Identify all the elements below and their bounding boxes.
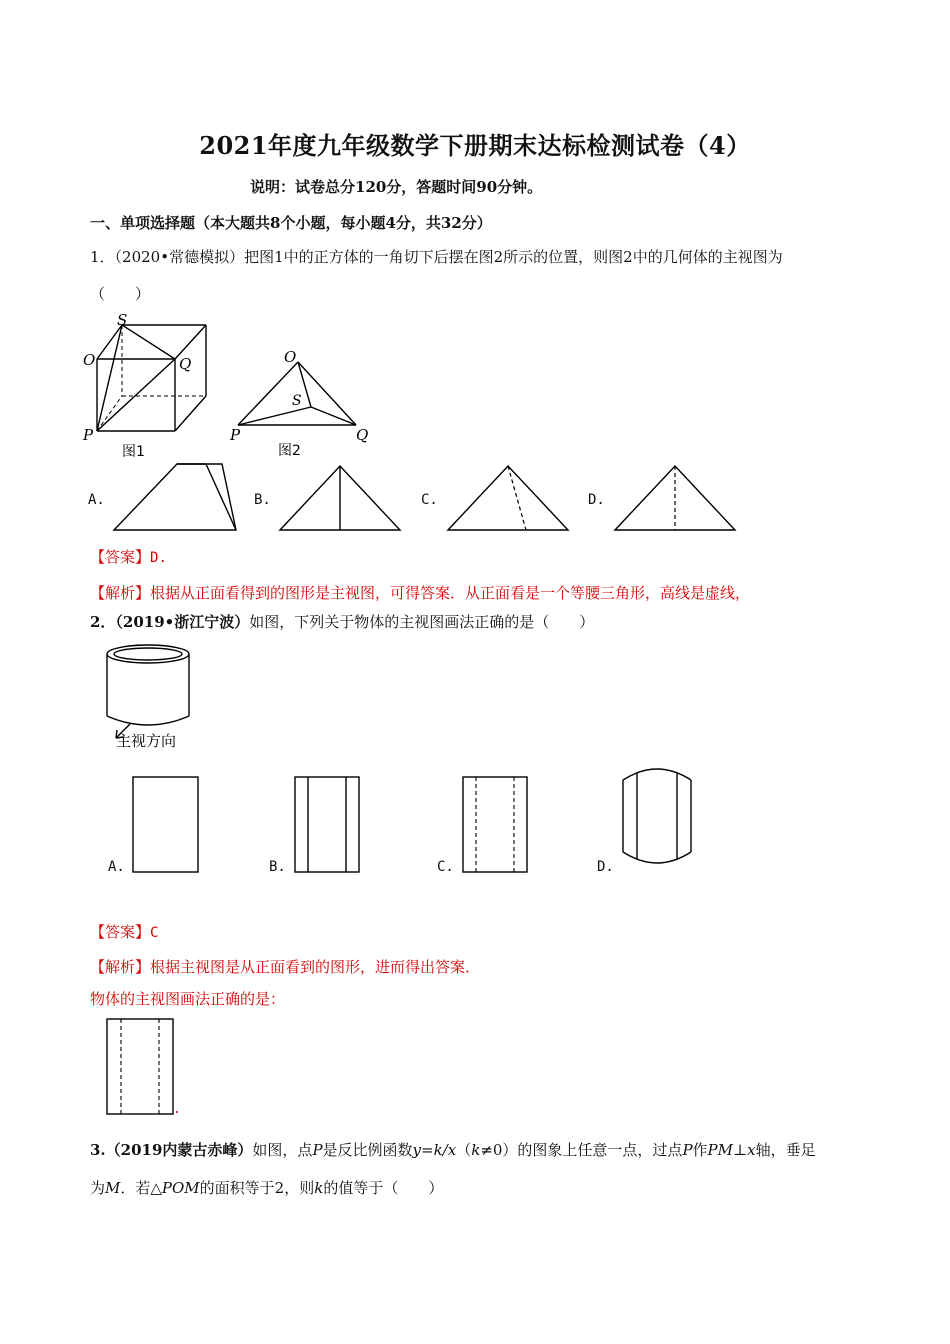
q1-figure2-solid	[228, 345, 378, 465]
answer-value: C	[150, 925, 159, 941]
q1-answer	[90, 547, 167, 568]
q1-option-b-figure	[278, 460, 404, 532]
label-o2: O	[284, 348, 297, 366]
fig2-caption: 图2	[278, 443, 301, 459]
fig1-caption: 图1	[122, 444, 145, 460]
q3-stem-line1	[90, 1140, 816, 1160]
q3-text: 的面积等于2，则	[199, 1179, 315, 1197]
answer-tag: 【答案】	[90, 923, 151, 941]
q2-text: 如图，下列关于物体的主视图画法正确的是（ ）	[249, 613, 595, 631]
answer-value: D.	[150, 550, 167, 566]
q1-option-c-figure	[446, 460, 572, 532]
analysis-text: 根据从正面看得到的图形是主视图，可得答案．从正面看是一个等腰三角形，高线是虚线，	[150, 584, 751, 602]
q1-option-b-label: B.	[254, 492, 271, 508]
label-s1: S	[117, 311, 128, 329]
label-p1: P	[83, 426, 94, 444]
exam-note: 说明：试卷总分120分，答题时间90分钟。	[250, 178, 543, 196]
q3-var: POM	[161, 1179, 200, 1197]
q1-blank: （ ）	[90, 285, 151, 303]
q3-var: P	[312, 1141, 323, 1159]
analysis-tag: 【解析】	[90, 958, 151, 976]
q3-var: P	[682, 1141, 693, 1159]
q2-prefix: 2．（2019•浙江宁波）	[90, 613, 250, 631]
q3-text: 轴，垂足	[755, 1141, 816, 1159]
q1-option-a-label: A.	[88, 492, 105, 508]
q3-text: 为	[90, 1179, 106, 1197]
q2-analysis-line2: 物体的主视图画法正确的是：	[90, 990, 286, 1008]
q2-stem	[90, 612, 594, 632]
q1-option-d-figure	[613, 460, 739, 532]
q2-option-a-figure	[132, 776, 200, 874]
q3-function: y=k/x	[412, 1141, 457, 1159]
analysis-tag: 【解析】	[90, 584, 151, 602]
q1-stem: 1．（2020•常德模拟）把图1中的正方体的一角切下后摆在图2所示的位置，则图2中的几何体的主视图为	[90, 248, 783, 266]
q2-option-a-label: A.	[108, 859, 125, 875]
q3-var: k	[471, 1141, 481, 1159]
q1-option-c-label: C.	[421, 492, 438, 508]
label-q1: Q	[179, 355, 192, 373]
q1-option-d-label: D.	[588, 492, 605, 508]
analysis-text: 根据主视图是从正面看到的图形，进而得出答案．	[150, 958, 481, 976]
label-q2: Q	[356, 426, 369, 444]
q3-text: 如图，点	[252, 1141, 313, 1159]
q3-text: ⊥	[733, 1141, 748, 1159]
label-p2: P	[230, 426, 241, 444]
label-o1: O	[83, 351, 96, 369]
q2-option-b-label: B.	[269, 859, 286, 875]
q2-option-b-figure	[294, 776, 362, 874]
q2-option-c-label: C.	[437, 859, 454, 875]
q1-analysis	[90, 583, 750, 603]
q2-correct-view-figure	[105, 1017, 185, 1117]
q3-text: ．若△	[120, 1179, 162, 1197]
q2-view-direction-label: 主视方向	[116, 732, 177, 750]
page-title: 2021年度九年级数学下册期末达标检测试卷（4）	[199, 131, 751, 160]
q3-text: 作	[692, 1141, 708, 1159]
q3-var: PM	[707, 1141, 733, 1159]
q2-analysis	[90, 957, 480, 977]
q2-answer	[90, 922, 158, 943]
q3-stem-line2	[90, 1178, 443, 1198]
section-heading: 一、单项选择题（本大题共8个小题，每小题4分，共32分）	[90, 214, 492, 232]
q3-var: x	[747, 1141, 756, 1159]
label-s2: S	[292, 393, 302, 409]
q1-option-a-figure	[110, 460, 240, 532]
q3-var: k	[314, 1179, 324, 1197]
q3-prefix: 3.（2019内蒙古赤峰）	[90, 1141, 253, 1159]
q2-cylinder-figure	[100, 640, 210, 755]
q3-var: M	[105, 1179, 121, 1197]
q3-text: 是反比例函数	[322, 1141, 413, 1159]
q1-figure1-cube	[80, 310, 220, 460]
q3-text: （	[456, 1141, 472, 1159]
q2-option-d-figure	[620, 764, 696, 868]
q3-text: ≠0）的图象上任意一点，过点	[480, 1141, 683, 1159]
answer-tag: 【答案】	[90, 548, 151, 566]
q2-option-c-figure	[462, 776, 530, 874]
q3-text: 的值等于（ ）	[323, 1179, 444, 1197]
q2-option-d-label: D.	[597, 859, 614, 875]
